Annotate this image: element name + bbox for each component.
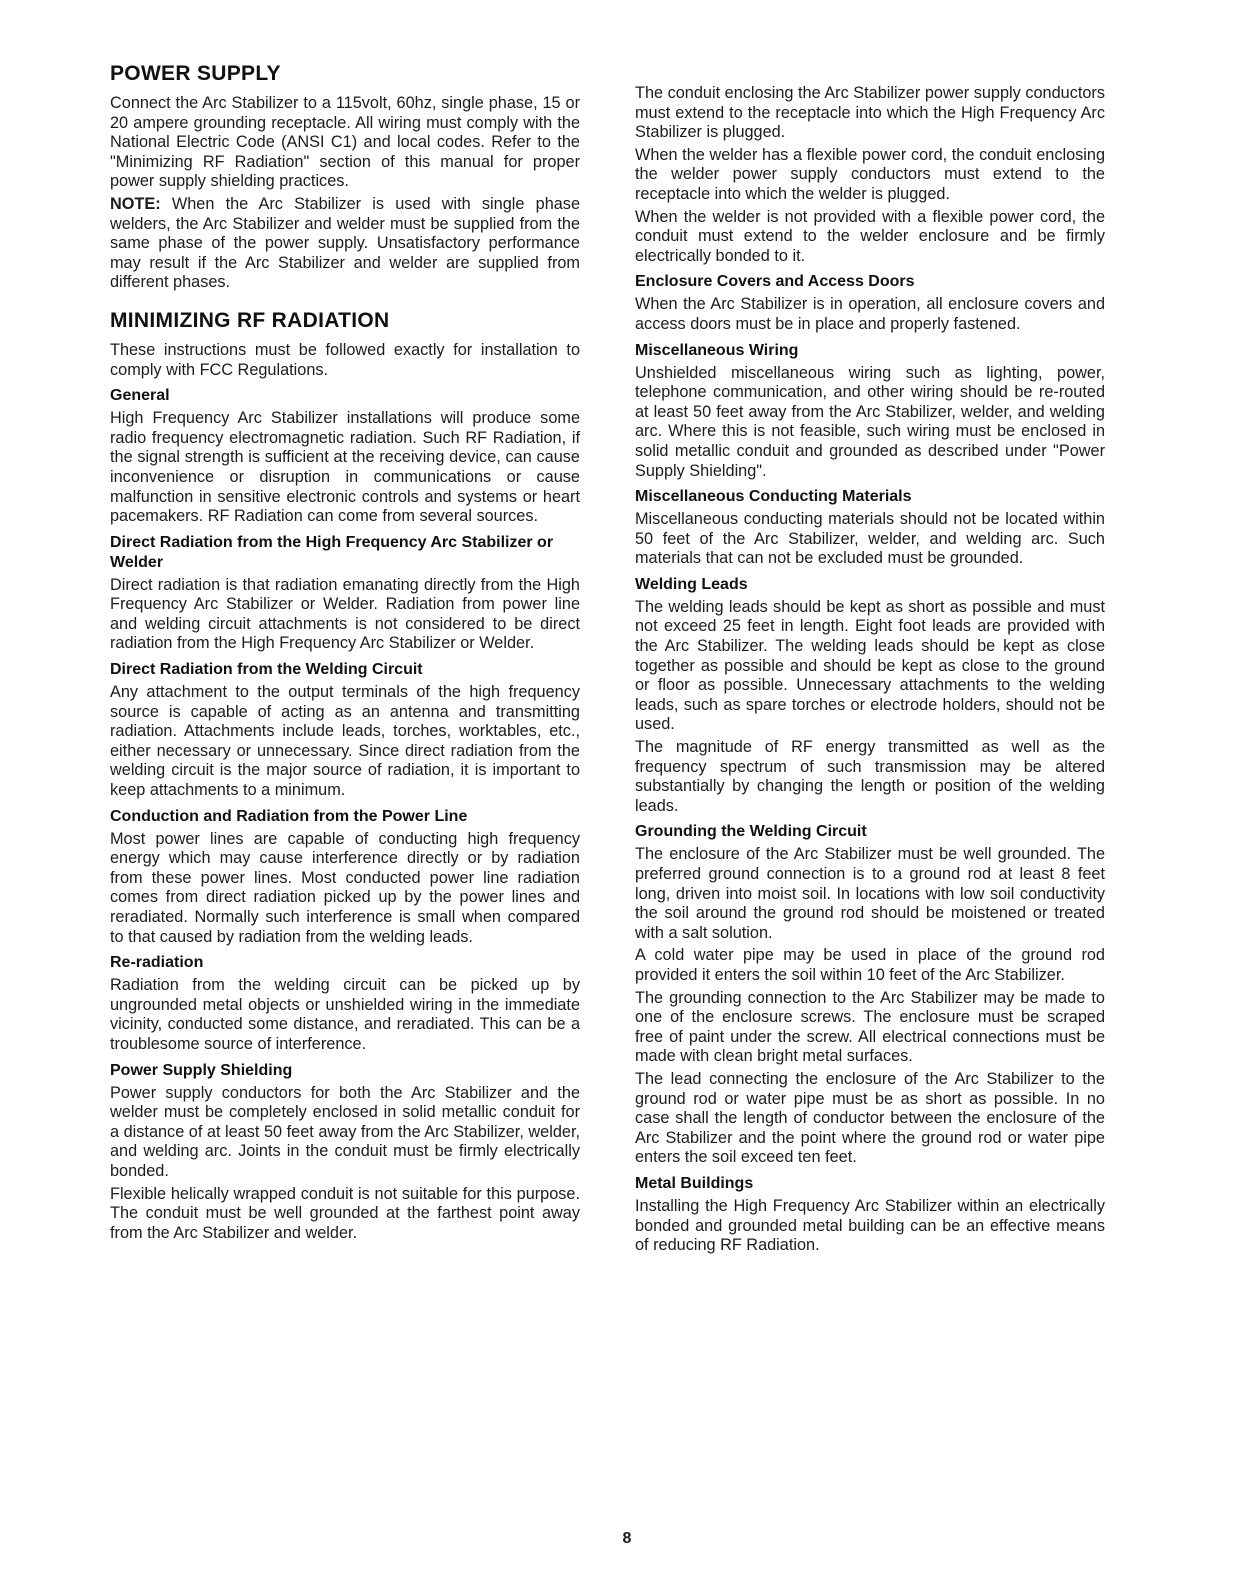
power-supply-heading: POWER SUPPLY [110, 62, 281, 85]
power-supply-note [110, 195, 580, 293]
conduit-welder-enclosure-text: When the welder is not provided with a flexible power cord, the conduit must extend to the welder enclosure and be firmly electrically bonded to it. [635, 207, 1105, 265]
power-supply-shielding-heading: Power Supply Shielding [110, 1061, 293, 1079]
enclosure-covers-heading: Enclosure Covers and Access Doors [635, 273, 915, 291]
cold-water-pipe-text: A cold water pipe may be used in place of the ground rod provided it enters the soil within 10 feet of the Arc Stabilizer. [635, 946, 1105, 984]
minimizing-intro: These instructions must be followed exactly for installation to comply with FCC Regulations. [110, 340, 580, 379]
note-text: When the Arc Stabilizer is used with single phase welders, the Arc Stabilizer and welder must be supplied from the same phase of the power supply. Unsatisfactory performance may result if the Arc Stabilizer and welder are supplied from different phases. [110, 194, 580, 292]
conduit-welder-cord-text: When the welder has a flexible power cord, the conduit enclosing the welder power supply conductors must extend to the receptacle into which the welder is plugged. [635, 145, 1105, 203]
misc-materials-heading: Miscellaneous Conducting Materials [635, 488, 912, 506]
left-column [110, 62, 580, 1246]
reradiation-heading: Re-radiation [110, 954, 204, 972]
conduction-text: Most power lines are capable of conducting high frequency energy which may cause interference directly or by radiation from these power lines. Most conducted power line radiation comes from direct radiation picked up by the power lines and reradiated. Normally such interference is small when compared to that caused by radiation from the welding leads. [110, 829, 580, 946]
grounding-lead-text: The lead connecting the enclosure of the Arc Stabilizer to the ground rod or water pipe must be as short as possible. In no case shall the length of conductor between the enclosure of the Arc Stabilizer and the point where the ground rod or water pipe enters the soil exceed ten feet. [635, 1069, 1105, 1167]
page-number: 8 [622, 1530, 632, 1547]
power-supply-shielding-text: Power supply conductors for both the Arc Stabilizer and the welder must be completely enclosed in solid metallic conduit for a distance of at least 50 feet away from the Arc Stabilizer, welder, and welding arc. Joints in the conduit must be firmly electrically bonded. [110, 1083, 580, 1180]
misc-wiring-heading: Miscellaneous Wiring [635, 341, 799, 359]
conduit-stabilizer-text: The conduit enclosing the Arc Stabilizer power supply conductors must extend to the receptacle into which the High Frequency Arc Stabilizer is plugged. [635, 84, 1105, 142]
rf-magnitude-text: The magnitude of RF energy transmitted as well as the frequency spectrum of such transmission may be altered substantially by changing the length or position of the welding leads. [635, 738, 1105, 815]
power-supply-text: Connect the Arc Stabilizer to a 115volt, 60hz, single phase, 15 or 20 ampere grounding receptacle. All wiring must comply with the National Electric Code (ANSI C1) and local codes. Refer to the "Minimizing RF Radiation" section of this manual for proper power supply shielding practices. [110, 94, 580, 191]
note-label: NOTE: [110, 194, 161, 213]
conduction-heading: Conduction and Radiation from the Power Line [110, 807, 468, 825]
direct-radiation-stabilizer-text: Direct radiation is that radiation emanating directly from the High Frequency Arc Stabilizer or Welder. Radiation from power line and welding circuit attachments is not considered to be direct radiation from the High Frequency Arc Stabilizer or Welder. [110, 575, 580, 653]
enclosure-covers-text: When the Arc Stabilizer is in operation, all enclosure covers and access doors must be in place and properly fastened. [635, 295, 1105, 333]
misc-materials-text: Miscellaneous conducting materials should not be located within 50 feet of the Arc Stabilizer, welder, and welding arc. Such materials that can not be excluded must be grounded. [635, 510, 1105, 568]
direct-radiation-welding-heading: Direct Radiation from the Welding Circuit [110, 661, 423, 679]
direct-radiation-welding-text: Any attachment to the output terminals of the high frequency source is capable of acting as an antenna and transmitting radiation. Attachments include leads, torches, worktables, etc., either necessary or unnecessary. Since direct radiation from the welding circuit is the major source of radiation, it is important to keep attachments to a minimum. [110, 683, 580, 800]
right-column [635, 84, 1105, 1259]
welding-leads-heading: Welding Leads [635, 575, 748, 593]
general-heading: General [110, 387, 170, 405]
welding-leads-text: The welding leads should be kept as short as possible and must not exceed 25 feet in length. Eight foot leads are provided with the Arc Stabilizer. The welding leads should be kept as close together as possible and should be kept as close to the ground or floor as possible. Unnecessary attachments to the welding leads, such as spare torches or electrode holders, should not be used. [635, 597, 1105, 734]
reradiation-text: Radiation from the welding circuit can be picked up by ungrounded metal objects or unshielded wiring in the immediate vicinity, conducted some distance, and reradiated. This can be a troublesome source of interference. [110, 976, 580, 1053]
misc-wiring-text: Unshielded miscellaneous wiring such as lighting, power, telephone communication, and other wiring should be re-routed at least 50 feet away from the Arc Stabilizer, welder, and welding arc. Where this is not feasible, such wiring must be enclosed in solid metallic conduit and grounded as described under "Power Supply Shielding". [635, 363, 1105, 480]
direct-radiation-stabilizer-heading: Direct Radiation from the High Frequency Arc Stabilizer or Welder [110, 533, 554, 571]
minimizing-heading: MINIMIZING RF RADIATION [110, 308, 390, 332]
general-text: High Frequency Arc Stabilizer installations will produce some radio frequency electromagnetic radiation. Such RF Radiation, if the signal strength is sufficient at the receiving device, can cause inconvenience or disruption in communications or cause malfunction in sensitive electronic controls and systems or heart pacemakers. RF Radiation can come from several sources. [110, 409, 580, 526]
grounding-connection-text: The grounding connection to the Arc Stabilizer may be made to one of the enclosure screws. The enclosure must be scraped free of paint under the screw. All electrical connections must be made with clean bright metal surfaces. [635, 988, 1105, 1066]
metal-buildings-heading: Metal Buildings [635, 1174, 754, 1192]
flexible-conduit-text: Flexible helically wrapped conduit is not suitable for this purpose. The conduit must be well grounded at the farthest point away from the Arc Stabilizer and welder. [110, 1184, 580, 1242]
grounding-heading: Grounding the Welding Circuit [635, 823, 867, 841]
grounding-text: The enclosure of the Arc Stabilizer must be well grounded. The preferred ground connection is to a ground rod at least 8 feet long, driven into moist soil. In locations with low soil conductivity the soil around the ground rod should be moistened or treated with a salt solution. [635, 845, 1105, 942]
metal-buildings-text: Installing the High Frequency Arc Stabilizer within an electrically bonded and grounded metal building can be an effective means of reducing RF Radiation. [635, 1196, 1105, 1255]
